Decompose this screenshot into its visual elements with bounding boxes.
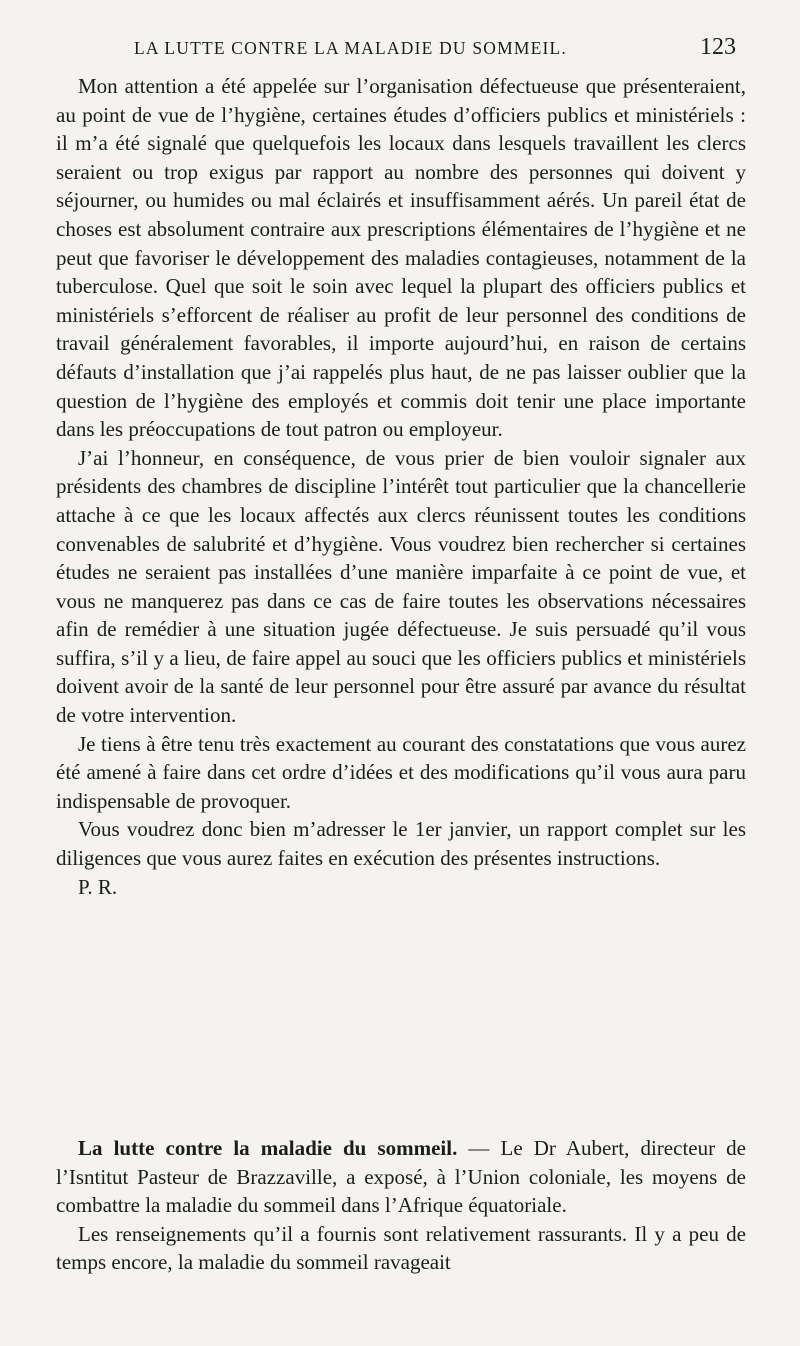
news-paragraph — [56, 1134, 746, 1220]
page-number: 123 — [700, 34, 736, 60]
paragraph: Mon attention a été appelée sur l’organisation défectueuse que présenteraient, au point de vue de l’hygiène, certaines études d’officiers publics et ministériels : il m’a été signalé que quelquefois les locaux dans lesquels travaillent les clercs seraient ou trop exigus par rapport au nombre des personnes qui doivent y séjourner, ou humides ou mal éclairés et insuffisamment aérés. Un pareil état de choses est absolument contraire aux prescriptions élémentaires de l’hygiène et ne peut que favoriser le développement des maladies contagieuses, notamment de la tuberculose. Quel que soit le soin avec lequel la plupart des officiers publics et ministériels s’efforcent de réaliser au profit de leur personnel des conditions de travail généralement favorables, il importe aujourd’hui, en raison de certains défauts d’installation que j’ai rappelés plus haut, de ne pas laisser oublier que la question de l’hygiène des employés et commis doit tenir une place importante dans les préoccupations de tout patron ou employeur. — [56, 74, 746, 442]
news-section — [56, 1134, 746, 1277]
news-title: La lutte contre la maladie du sommeil. — [78, 1136, 458, 1160]
news-paragraph-2: Les renseignements qu’il a fournis sont relativement rassurants. Il y a peu de temps encore, la maladie du sommeil ravageait — [56, 1221, 746, 1275]
paragraph: Je tiens à être tenu très exactement au courant des constatations que vous aurez été amené à faire dans cet ordre d’idées et des modifications qu’il vous aura paru indispensable de provoquer. — [56, 731, 746, 813]
paragraph: Vous voudrez donc bien m’adresser le 1er janvier, un rapport complet sur les diligences que vous aurez faites en exécution des présentes instructions. — [56, 817, 746, 871]
running-title: LA LUTTE CONTRE LA MALADIE DU SOMMEIL. — [134, 38, 568, 58]
news-lead: — Le Dr Aubert, directeur de l’Isntitut Pasteur de Brazzaville, a exposé, à l’Union coloniale, les moyens de combattre la maladie du sommeil dans l’Afrique équatoriale. — [56, 1136, 746, 1218]
letter-body — [56, 72, 746, 901]
signature: P. R. — [78, 874, 118, 899]
page-header — [60, 34, 740, 64]
paragraph: J’ai l’honneur, en conséquence, de vous prier de bien vouloir signaler aux présidents des chambres de discipline l’intérêt tout particulier que la chancellerie attache à ce que les locaux affectés aux clercs réunissent toutes les conditions convenables de salubrité et d’hygiène. Vous voudrez bien rechercher si certaines études ne seraient pas installées d’une manière imparfaite à ce point de vue, et vous ne manquerez pas dans ce cas de faire toutes les observations nécessaires afin de remédier à une situation jugée défectueuse. Je suis persuadé qu’il vous suffira, s’il y a lieu, de faire appel au souci que les officiers publics et ministériels doivent avoir de la santé de leur personnel pour être assuré par avance du résultat de votre intervention. — [56, 445, 746, 728]
